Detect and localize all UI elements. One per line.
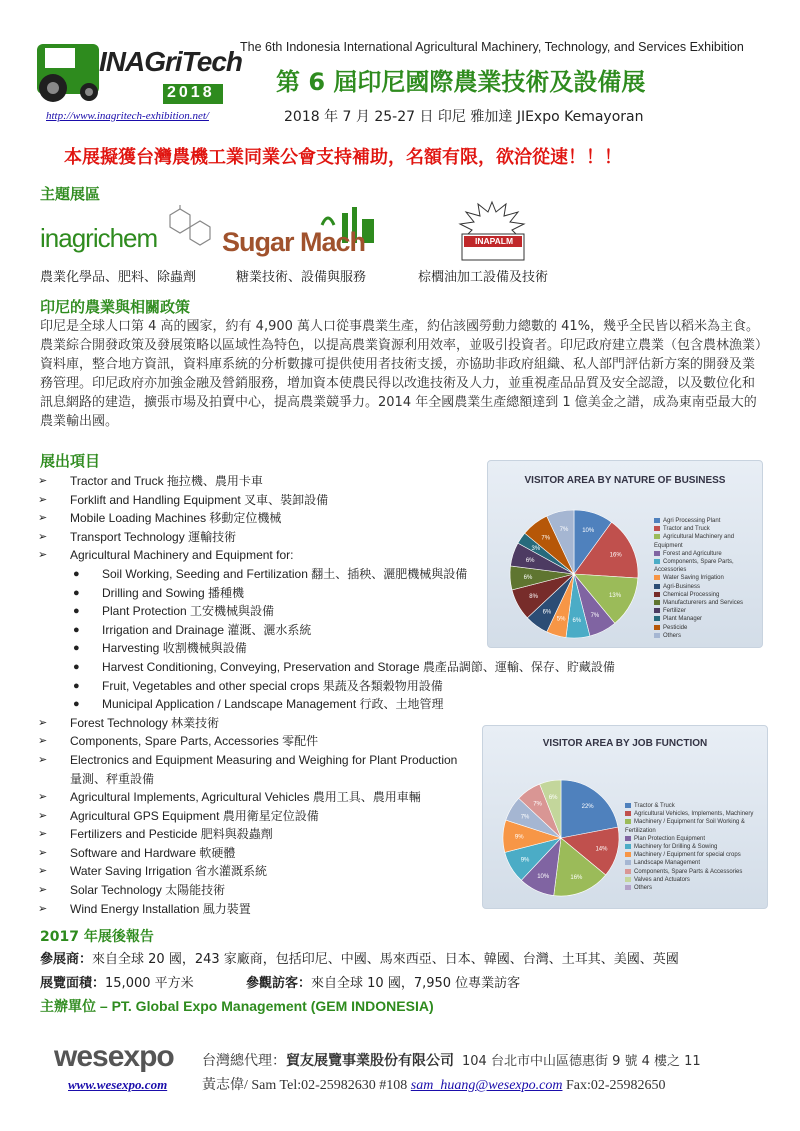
list-item: ➢ Software and Hardware 軟硬體: [36, 844, 476, 863]
legend-label: Plan Protection Equipment: [634, 835, 706, 842]
arrow-icon: ➢: [38, 735, 48, 748]
sugarmach-logo-text: Sugar Mach: [222, 227, 366, 257]
legend-label: Valves and Actuators: [634, 876, 690, 883]
arrow-icon: ➢: [38, 865, 48, 878]
zone-label-sugar: 糖業技術、設備與服務: [236, 270, 367, 285]
bullet-icon: ●: [73, 567, 80, 580]
agent-line: 台灣總代理：貿友展覽事業股份有限公司 104 台北市中山區德惠街 9 號 4 樓之 11: [202, 1053, 701, 1069]
email-link[interactable]: sam_huang@wesexpo.com: [410, 1078, 563, 1093]
legend-swatch: [654, 592, 660, 597]
subsidy-banner: 本展擬獲台灣農機工業同業公會支持補助，名額有限，欲洽從速！！！: [64, 147, 622, 168]
legend-label: Landscape Management: [634, 860, 701, 867]
policy-paragraph: 印尼是全球人口第 4 高的國家，約有 4,900 萬人口從事農業生產，約佔該國勞動力總數的 41%，幾乎全民皆以稻米為主食。農業綜合開發政策及發展策略以區域性為特色，以提高農業資源利用效率，並吸引投資者。印尼政府建立農業（包含農林漁業）資料庫，整合地方資訊，資料庫系統的分析數據可提供使用者技術支援，亦協助非政府組織、私人部門評估新方案的開發及業務管理。印尼政府亦加強金融及營銷服務，增加資本使農民得以改進技術及人力，並重視產品品質及安全認證，以及數位化和訊息網路的建造，擴張市場及拍賣中心，提高農業競爭力。2014 年全國農業生產總額達到 1 億美金之譜，成為東南亞最大的農業輸出國。: [40, 319, 762, 429]
pie-data-label: 6%: [542, 609, 552, 616]
inagrichem-logo: [40, 205, 220, 260]
wesexpo-url-link[interactable]: www.wesexpo.com: [68, 1077, 168, 1092]
pie-data-label: 6%: [525, 557, 535, 564]
pie-data-label: 8%: [529, 594, 538, 601]
legend-label: Others: [634, 885, 653, 892]
legend-swatch: [654, 551, 660, 556]
legend-item: [654, 591, 762, 599]
arrow-icon: ➢: [38, 753, 48, 766]
legend-item: [654, 632, 762, 640]
legend-item: [625, 876, 767, 884]
sub-list-item: ● Fruit, Vegetables and other special crops 果蔬及各類穀物用設備: [36, 677, 476, 696]
legend-label: Plant Manager: [663, 616, 703, 623]
sub-list-item: ● Soil Working, Seeding and Fertilization 翻土、插秧、灑肥機械與設備: [36, 565, 476, 584]
bullet-icon: ●: [73, 679, 80, 692]
list-item: ➢ Transport Technology 運輸技術: [36, 528, 476, 547]
legend-item: [654, 558, 762, 574]
sub-list-item: ● Drilling and Sowing 播種機: [36, 584, 476, 603]
pie-data-label: 10%: [582, 528, 595, 535]
contact-line: 黃志偉/ Sam Tel:02-25982630 #108 sam_huang@wesexpo.com Fax:02-25982650: [202, 1078, 666, 1093]
arrow-icon: ➢: [38, 716, 48, 729]
date-location: 2018 年 7 月 25-27 日 印尼 雅加達 JIExpo Kemayoran: [284, 109, 644, 125]
legend-label: Agri-Business: [663, 583, 701, 590]
legend-item: [654, 607, 762, 615]
arrow-icon: ➢: [38, 549, 48, 562]
legend-label: Agricultural Vehicles, Implements, Machinery: [634, 811, 754, 818]
pie-data-label: 7%: [590, 613, 600, 620]
pie-data-label: 16%: [570, 874, 583, 881]
legend-label: Pesticide: [663, 624, 688, 631]
legend-item: [625, 835, 767, 843]
pie-data-label: 7%: [520, 814, 530, 821]
report-area: 展覽面積：15,000 平方米: [40, 976, 194, 991]
legend-item: [654, 517, 762, 525]
list-item: ➢ Forest Technology 林業技術: [36, 714, 476, 733]
legend-item: [625, 802, 767, 810]
arrow-icon: ➢: [38, 809, 48, 822]
legend-item: [625, 810, 767, 818]
inapalm-logo-text: INAPALM ASIA: [474, 236, 514, 257]
chart-job: [482, 725, 768, 909]
policy-title: 印尼的農業與相關政策: [40, 298, 191, 316]
inapalm-logo: [452, 200, 532, 262]
legend-label: Manufacturerers and Services: [663, 600, 744, 607]
sub-list-item: ● Plant Protection 工安機械與設備: [36, 602, 476, 621]
legend-label: Machinery for Drilling & Sowing: [634, 844, 718, 851]
legend-label: Machinery / Equipment for Soil Working & Fertilization: [625, 819, 745, 834]
pie-data-label: 5%: [556, 616, 566, 623]
arrow-icon: ➢: [38, 902, 48, 915]
sub-list-item: ● Irrigation and Drainage 灌溉、灑水系統: [36, 621, 476, 640]
legend-label: Tractor and Truck: [663, 526, 710, 533]
list-item: ➢ Water Saving Irrigation 省水灌溉系統: [36, 862, 476, 881]
chart-legend: [625, 802, 767, 892]
pie-data-label: 7%: [541, 535, 551, 542]
organizer: 主辦單位 – PT. Global Expo Management (GEM INDONESIA): [40, 998, 434, 1015]
legend-label: Chemical Processing: [663, 591, 720, 598]
legend-label: Agri Processing Plant: [663, 518, 721, 524]
list-item: ➢ Agricultural Machinery and Equipment for:: [36, 546, 476, 565]
legend-item: [625, 851, 767, 859]
chart-business: [487, 460, 763, 648]
legend-swatch: [654, 616, 660, 621]
pie-data-label: 10%: [537, 873, 550, 880]
legend-swatch: [654, 526, 660, 531]
legend-item: [625, 884, 767, 892]
legend-label: Forest and Agriculture: [663, 550, 722, 557]
legend-item: [625, 843, 767, 851]
list-item: ➢ Agricultural Implements, Agricultural Vehicles 農用工具、農用車輛: [36, 788, 476, 807]
list-item: ➢ Mobile Loading Machines 移動定位機械: [36, 509, 476, 528]
report-exhibitors: 參展商：來自全球 20 國，243 家廠商，包括印尼、中國、馬來西亞、日本、韓國、台灣、土耳其、美國、英國: [40, 952, 679, 967]
list-item: ➢ Tractor and Truck 拖拉機、農用卡車: [36, 472, 476, 491]
theme-zones-title: 主題展區: [40, 185, 101, 203]
legend-label: Fertilizer: [663, 608, 687, 615]
pie-data-label: 16%: [609, 552, 622, 559]
legend-swatch: [625, 852, 631, 857]
inagrichem-logo-text: inagrichem: [40, 223, 158, 253]
legend-swatch: [625, 860, 631, 865]
legend-swatch: [625, 877, 631, 882]
legend-swatch: [654, 584, 660, 589]
list-item: ➢ Agricultural GPS Equipment 農用衛星定位設備: [36, 807, 476, 826]
bullet-icon: ●: [73, 623, 80, 636]
list-item: ➢ Fertilizers and Pesticide 肥料與殺蟲劑: [36, 825, 476, 844]
zone-label-palm: 棕櫚油加工設備及技術: [418, 270, 549, 285]
zone-label-agrichem: 農業化學品、肥料、除蟲劑: [40, 270, 197, 285]
report-title: 2017 年展後報告: [40, 929, 154, 945]
legend-item: [625, 859, 767, 867]
legend-swatch: [625, 844, 631, 849]
pie-data-label: 6%: [572, 617, 582, 624]
legend-item: [625, 818, 767, 834]
legend-item: [654, 615, 762, 623]
legend-item: [654, 574, 762, 582]
legend-label: Machinery / Equipment for special crops: [634, 852, 741, 859]
inagritech-logo: [35, 38, 242, 108]
bullet-icon: ●: [73, 642, 80, 655]
pie-data-label: 22%: [581, 803, 594, 810]
legend-swatch: [654, 518, 660, 523]
legend-swatch: [654, 575, 660, 580]
legend-swatch: [654, 633, 660, 638]
pie-data-label: 9%: [520, 857, 530, 864]
legend-swatch: [654, 600, 660, 605]
list-item: ➢ Wind Energy Installation 風力裝置: [36, 900, 476, 919]
area-label: 展覽面積：: [40, 976, 106, 991]
bullet-icon: ●: [73, 660, 80, 673]
sub-list-item: ● Harvest Conditioning, Conveying, Preservation and Storage 農產品調節、運輸、保存、貯藏設備: [36, 658, 476, 677]
arrow-icon: ➢: [38, 846, 48, 859]
legend-item: [654, 550, 762, 558]
page-title: 第 6 屆印尼國際農業技術及設備展: [276, 68, 646, 96]
legend-item: [625, 868, 767, 876]
legend-item: [654, 624, 762, 632]
chart-title: VISITOR AREA BY NATURE OF BUSINESS: [524, 475, 726, 486]
legend-label: Others: [663, 632, 682, 639]
pie-data-label: 9%: [514, 834, 524, 841]
sub-list-item: ● Municipal Application / Landscape Management 行政、土地管理: [36, 695, 476, 714]
legend-swatch: [625, 836, 631, 841]
arrow-icon: ➢: [38, 828, 48, 841]
logo-text: INAGriTech: [99, 46, 242, 77]
bullet-icon: ●: [73, 586, 80, 599]
sub-list-item: ● Harvesting 收割機械與設備: [36, 639, 476, 658]
arrow-icon: ➢: [38, 884, 48, 897]
legend-item: [654, 599, 762, 607]
legend-item: [654, 533, 762, 549]
pie-data-label: 7%: [533, 801, 542, 808]
legend-swatch: [625, 885, 631, 890]
legend-item: [654, 583, 762, 591]
pie-data-label: 14%: [595, 846, 608, 853]
pie-data-label: 13%: [609, 592, 622, 599]
legend-label: Components, Spare Parts & Accessories: [634, 868, 743, 875]
sugarmach-logo: [222, 205, 422, 263]
legend-label: Water Saving Irrigation: [663, 575, 724, 582]
pie-data-label: 6%: [548, 794, 558, 801]
exhibits-title: 展出項目: [40, 452, 101, 470]
arrow-icon: ➢: [38, 512, 48, 525]
chart-title: VISITOR AREA BY JOB FUNCTION: [542, 738, 708, 749]
report-visitors: 參觀訪客：來自全球 10 國，7,950 位專業訪客: [246, 976, 521, 991]
bullet-icon: ●: [73, 605, 80, 618]
legend-swatch: [625, 803, 631, 808]
legend-label: Agricultural Machinery and Equipment: [654, 534, 735, 549]
subtitle-en: The 6th Indonesia International Agricultural Machinery, Technology, and Services Exhibition: [240, 40, 744, 54]
arrow-icon: ➢: [38, 493, 48, 506]
wesexpo-logo: wesexpo: [54, 1040, 174, 1073]
list-item: ➢ Forklift and Handling Equipment 叉車、裝卸設備: [36, 491, 476, 510]
legend-swatch: [654, 559, 660, 564]
legend-swatch: [654, 625, 660, 630]
pie-data-label: 6%: [523, 574, 533, 581]
chart-legend: [654, 517, 762, 640]
arrow-icon: ➢: [38, 530, 48, 543]
legend-swatch: [654, 534, 660, 539]
bullet-icon: ●: [73, 698, 80, 711]
list-item: ➢ Solar Technology 太陽能技術: [36, 881, 476, 900]
inagritech-url-link[interactable]: http://www.inagritech-exhibition.net/: [46, 110, 209, 122]
legend-swatch: [625, 819, 631, 824]
legend-swatch: [625, 811, 631, 816]
legend-swatch: [654, 608, 660, 613]
arrow-icon: ➢: [38, 475, 48, 487]
pie-data-label: 7%: [559, 527, 569, 534]
legend-label: Tractor & Truck: [634, 803, 675, 809]
visitors-label: 參觀訪客：: [246, 976, 312, 991]
legend-swatch: [625, 869, 631, 874]
list-item: ➢ Electronics and Equipment Measuring and Weighing for Plant Production 量測、秤重設備: [38, 752, 458, 786]
legend-label: Components, Spare Parts, Accessories: [654, 559, 734, 574]
logo-year: 2018: [167, 84, 215, 101]
exhibitors-label: 參展商：: [40, 952, 93, 967]
legend-item: [654, 525, 762, 533]
arrow-icon: ➢: [38, 791, 48, 804]
list-item: ➢ Components, Spare Parts, Accessories 零配件: [36, 732, 476, 751]
pie-data-label: 3%: [531, 546, 541, 553]
